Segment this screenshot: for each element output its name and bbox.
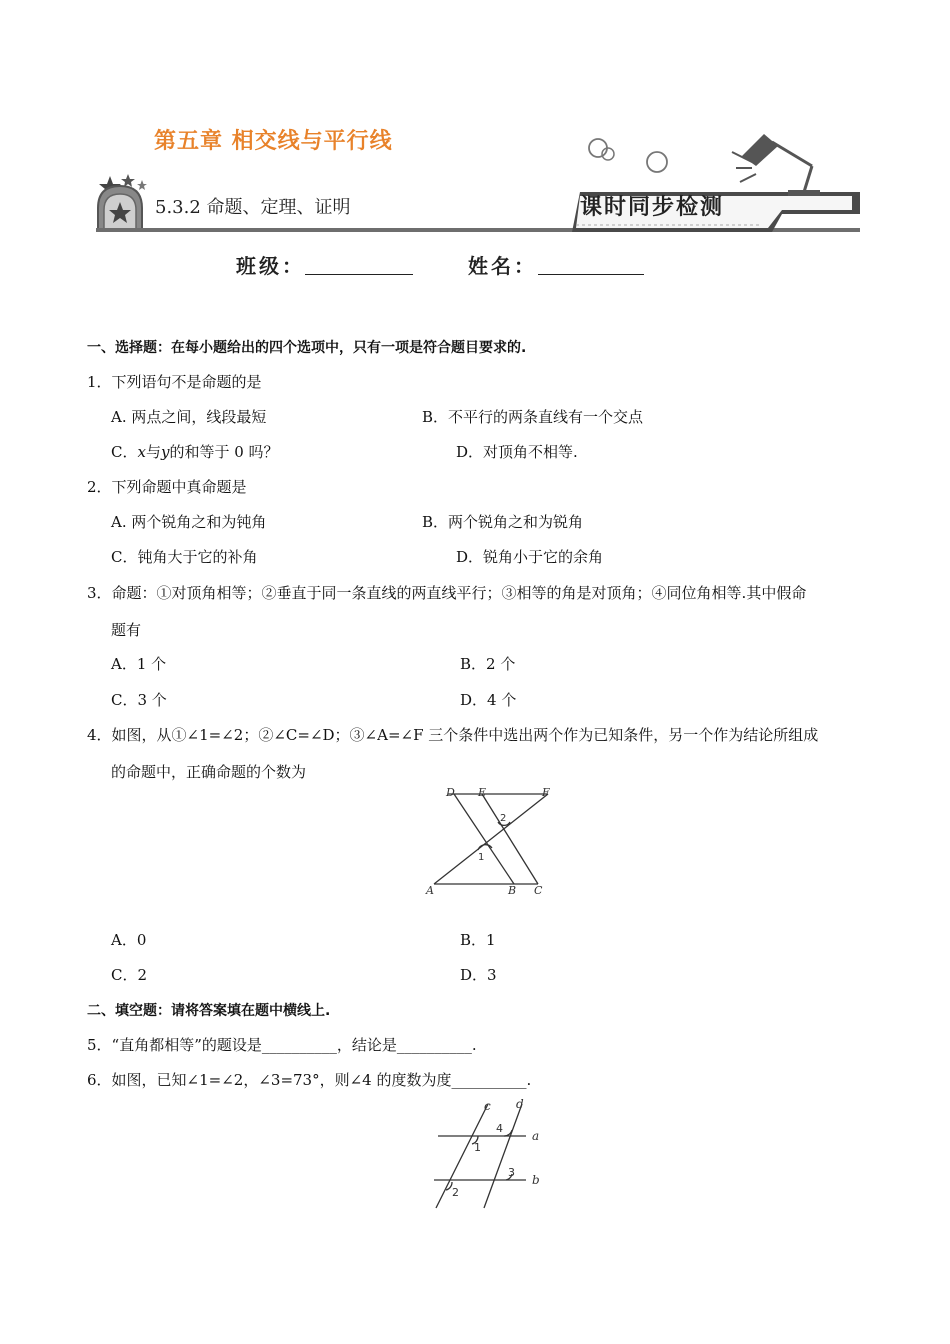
- q3-option-b[interactable]: B．2 个: [460, 655, 516, 673]
- star-icon: [137, 180, 147, 190]
- q2-option-b[interactable]: B．两个锐角之和为锐角: [422, 513, 584, 531]
- section2-heading: 二、填空题：请将答案填在题中横线上.: [87, 1003, 331, 1019]
- line-d: [484, 1104, 522, 1208]
- name-label: 姓名：: [468, 254, 537, 278]
- q4-label-f: F: [542, 786, 550, 799]
- q2-option-d[interactable]: D．锐角小于它的余角: [456, 548, 604, 566]
- star-icon: [121, 174, 135, 187]
- q4-option-c[interactable]: C．2: [111, 966, 148, 984]
- class-field[interactable]: [305, 248, 413, 275]
- q6-label-3: 3: [508, 1166, 515, 1179]
- q1-c-prefix: C．: [111, 443, 138, 461]
- q4-option-a[interactable]: A．0: [111, 931, 147, 949]
- q4-label-a: A: [426, 884, 434, 897]
- section-title: 5.3.2 命题、定理、证明: [155, 197, 351, 218]
- q3-option-a[interactable]: A．1 个: [111, 655, 167, 673]
- lamp-icon: [732, 134, 820, 196]
- q1-option-d[interactable]: D．对顶角不相等.: [456, 443, 578, 461]
- q6-label-c: c: [484, 1099, 491, 1113]
- q2-option-c[interactable]: C．钝角大于它的补角: [111, 548, 258, 566]
- q4-option-b[interactable]: B．1: [460, 931, 496, 949]
- q4-figure: [420, 786, 560, 898]
- q4-label-2: 2: [500, 813, 507, 824]
- line-c: [436, 1104, 488, 1208]
- q2-stem: 2．下列命题中真命题是: [87, 478, 247, 496]
- line-db: [454, 794, 514, 884]
- q4-label-e: E: [478, 786, 487, 799]
- q3-stem-line1: 3．命题：①对顶角相等；②垂直于同一条直线的两直线平行；③相等的角是对顶角；④同位角相等.其中假命: [87, 584, 807, 602]
- chapter-title-text: 第五章 相交线与平行线: [154, 129, 393, 154]
- q4-stem-line1: 4．如图，从①∠1=∠2；②∠C=∠D；③∠A=∠F 三个条件中选出两个作为已知条件，另一个作为结论所组成: [87, 726, 819, 744]
- q1-option-c[interactable]: [111, 441, 279, 462]
- q3-stem-line2: 题有: [111, 621, 142, 639]
- name-field[interactable]: [538, 248, 644, 275]
- class-label: 班级：: [236, 254, 305, 278]
- q6-label-d: d: [516, 1097, 524, 1111]
- q6-label-b: b: [532, 1173, 540, 1187]
- q4-option-d[interactable]: D．3: [460, 966, 497, 984]
- q6-label-2: 2: [452, 1186, 459, 1199]
- q6-label-4: 4: [496, 1122, 503, 1135]
- q4-label-b: B: [508, 884, 517, 897]
- q3-option-c[interactable]: C．3 个: [111, 691, 167, 709]
- q1-stem: 1．下列语句不是命题的是: [87, 373, 262, 391]
- sync-label: 课时同步检测: [580, 194, 725, 220]
- q4-label-d: D: [446, 786, 455, 799]
- q1-c-y: y: [160, 443, 170, 461]
- q1-option-a[interactable]: A. 两点之间，线段最短: [111, 408, 267, 426]
- q6-label-1: 1: [474, 1141, 481, 1154]
- q6-text: 6．如图，已知∠1=∠2，∠3=73°，则∠4 的度数为度__________.: [87, 1071, 532, 1089]
- q4-stem-line2: 的命题中，正确命题的个数为: [111, 763, 307, 781]
- q6-label-a: a: [532, 1129, 540, 1143]
- section1-heading: 一、选择题：在每小题给出的四个选项中，只有一项是符合题目要求的.: [87, 340, 527, 356]
- q3-option-d[interactable]: D．4 个: [460, 691, 517, 709]
- bubble-icon: [589, 139, 607, 157]
- q5-text: 5．“直角都相等”的题设是__________，结论是__________.: [87, 1036, 477, 1054]
- q1-c-suffix: 的和等于 0 吗？: [169, 443, 279, 461]
- q6-figure: [426, 1096, 556, 1212]
- q1-c-mid: 与: [145, 443, 161, 461]
- q4-label-1: 1: [478, 852, 485, 863]
- bubble-icon: [647, 152, 667, 172]
- q2-option-a[interactable]: A. 两个锐角之和为钝角: [111, 513, 267, 531]
- q1-option-b[interactable]: B．不平行的两条直线有一个交点: [422, 408, 644, 426]
- q1-c-x: x: [137, 443, 146, 461]
- q4-label-c: C: [534, 884, 543, 897]
